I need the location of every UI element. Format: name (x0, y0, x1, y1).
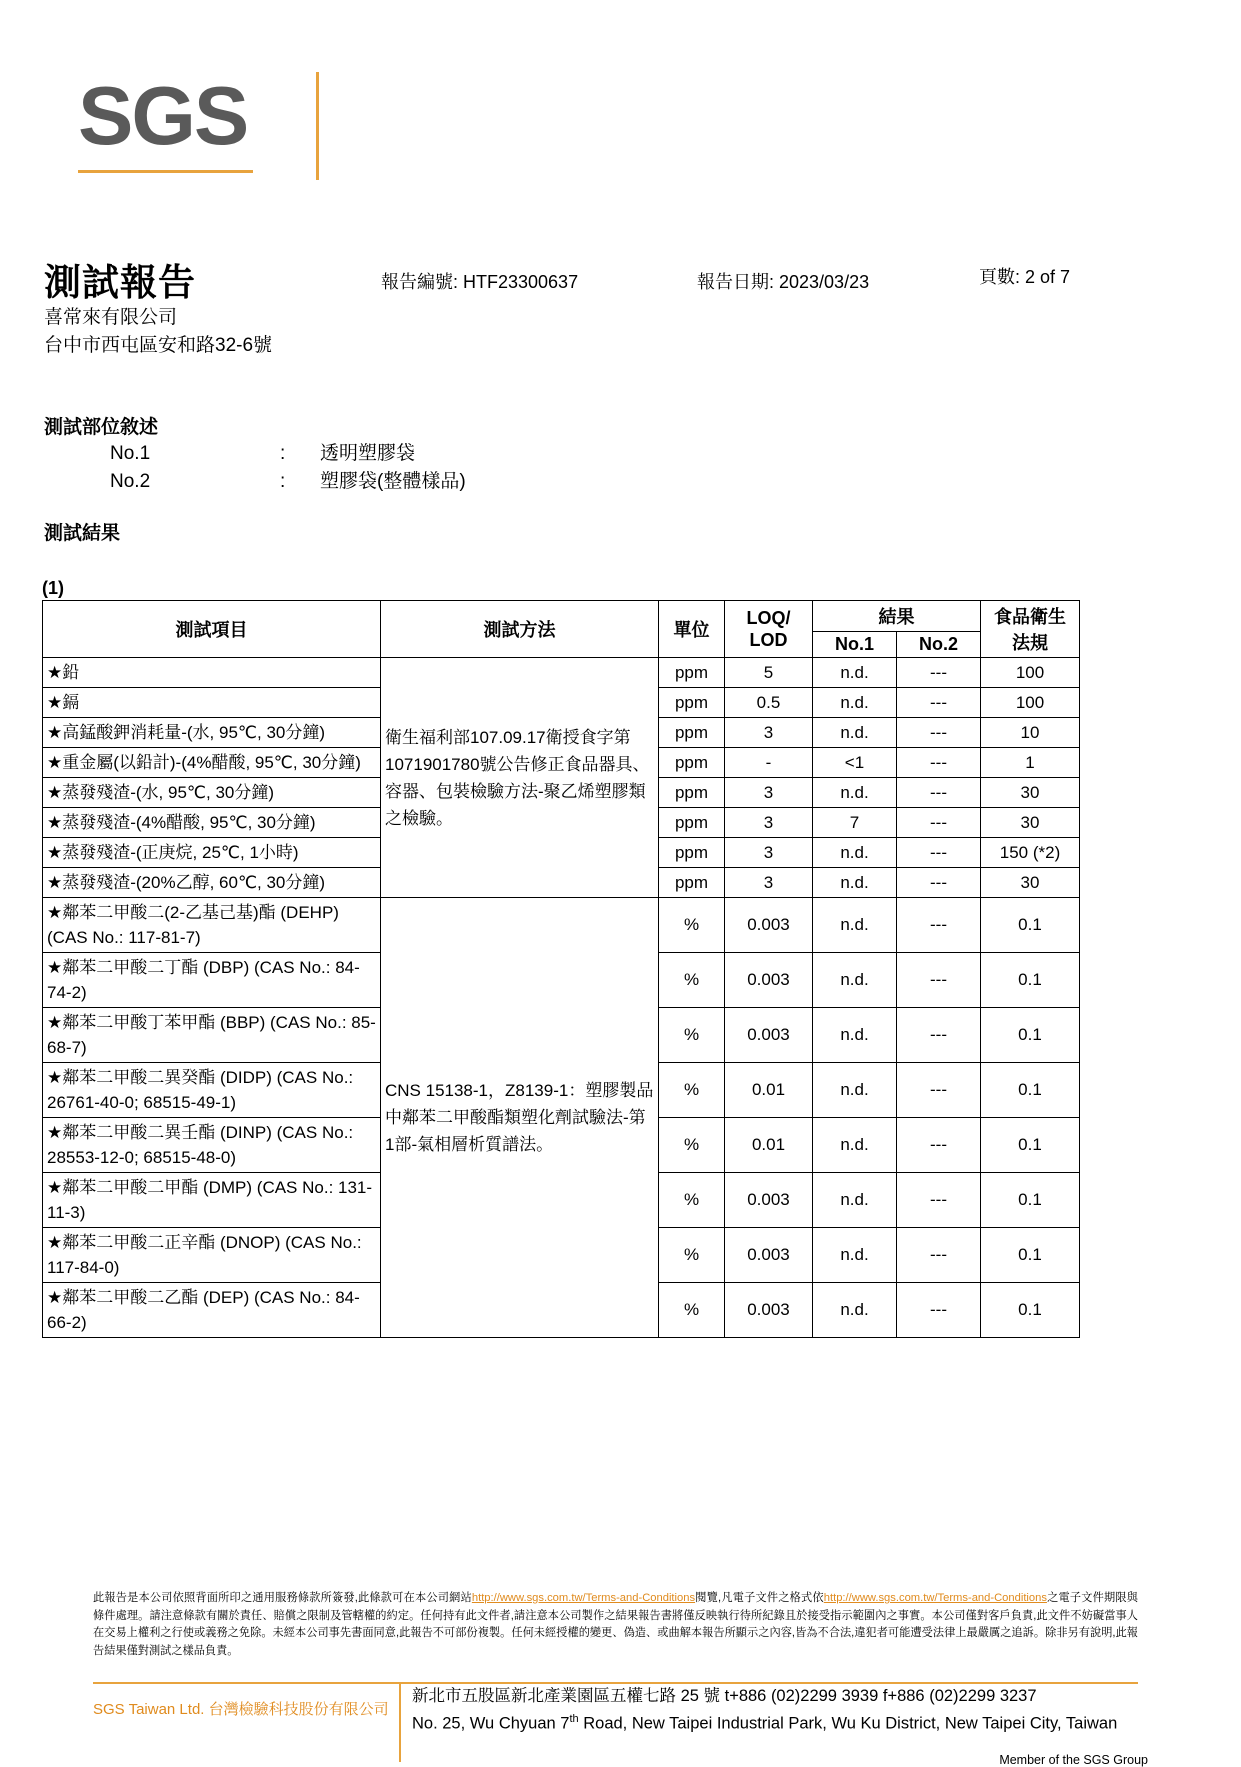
cell-test-item: ★蒸發殘渣-(4%醋酸, 95℃, 30分鐘) (43, 808, 381, 838)
list-item (110, 468, 810, 496)
cell-loq: 3 (725, 868, 813, 898)
cell-unit: ppm (659, 868, 725, 898)
cell-law: 0.1 (981, 1228, 1080, 1283)
cell-law: 30 (981, 868, 1080, 898)
cell-no2: --- (897, 808, 981, 838)
cell-no1: n.d. (813, 718, 897, 748)
cell-no2: --- (897, 868, 981, 898)
cell-test-item: ★蒸發殘渣-(正庚烷, 25℃, 1小時) (43, 838, 381, 868)
table-row (43, 658, 1080, 688)
cell-no1: n.d. (813, 898, 897, 953)
cell-unit: % (659, 1008, 725, 1063)
part-value: 塑膠袋(整體樣品) (320, 471, 466, 492)
table-row (43, 898, 1080, 953)
cell-test-item: ★鄰苯二甲酸二甲酯 (DMP) (CAS No.: 131-11-3) (43, 1173, 381, 1228)
col-header-loq-line2: LOD (749, 630, 788, 650)
col-header-test-method: 測試方法 (381, 601, 659, 658)
cell-test-item: ★鄰苯二甲酸二(2-乙基己基)酯 (DEHP) (CAS No.: 117-81-7) (43, 898, 381, 953)
cell-law: 100 (981, 688, 1080, 718)
results-table-wrapper (42, 600, 1079, 1338)
cell-test-item: ★鄰苯二甲酸二丁酯 (DBP) (CAS No.: 84-74-2) (43, 953, 381, 1008)
cell-no1: n.d. (813, 1228, 897, 1283)
cell-unit: ppm (659, 718, 725, 748)
part-value: 透明塑膠袋 (320, 443, 416, 464)
cell-no1: n.d. (813, 838, 897, 868)
client-company-address: 台中市西屯區安和路32-6號 (44, 335, 273, 356)
cell-unit: % (659, 1063, 725, 1118)
cell-loq: 5 (725, 658, 813, 688)
legal-text-part1: 此報告是本公司依照背面所印之通用服務條款所簽發,此條款可在本公司網站 (93, 1592, 472, 1604)
address-en-ordinal: th (569, 1713, 579, 1725)
cell-no2: --- (897, 1283, 981, 1338)
cell-no2: --- (897, 838, 981, 868)
cell-no2: --- (897, 778, 981, 808)
cell-loq: - (725, 748, 813, 778)
cell-loq: 0.003 (725, 1173, 813, 1228)
sgs-group-member-note: Member of the SGS Group (999, 1753, 1148, 1767)
logo-horizontal-bar-icon (78, 170, 253, 173)
col-header-result: 結果 (813, 601, 981, 632)
cell-no2: --- (897, 688, 981, 718)
cell-law: 0.1 (981, 898, 1080, 953)
cell-unit: % (659, 953, 725, 1008)
section-title-test-parts: 測試部位敘述 (44, 417, 159, 438)
cell-test-item: ★鄰苯二甲酸二正辛酯 (DNOP) (CAS No.: 117-84-0) (43, 1228, 381, 1283)
cell-no1: n.d. (813, 778, 897, 808)
col-header-no1: No.1 (813, 632, 897, 658)
sgs-logo-text: SGS (78, 69, 248, 162)
cell-unit: ppm (659, 838, 725, 868)
address-en-pre: No. 25, Wu Chyuan 7 (412, 1714, 570, 1733)
cell-law: 30 (981, 778, 1080, 808)
cell-no1: n.d. (813, 688, 897, 718)
list-item (110, 440, 810, 468)
col-header-law-line1: 食品衛生 (994, 607, 1066, 627)
address-en-post: Road, New Taipei Industrial Park, Wu Ku District, New Taipei City, Taiwan (578, 1714, 1118, 1733)
cell-test-item: ★重金屬(以鉛計)-(4%醋酸, 95℃, 30分鐘) (43, 748, 381, 778)
test-parts-list (110, 440, 810, 496)
results-table-body (43, 658, 1080, 1338)
cell-loq: 0.003 (725, 1283, 813, 1338)
report-number: 報告編號: HTF23300637 (381, 272, 579, 292)
cell-test-item: ★鎘 (43, 688, 381, 718)
cell-no2: --- (897, 898, 981, 953)
cell-no1: n.d. (813, 1063, 897, 1118)
sgs-entity-name: SGS Taiwan Ltd. 台灣檢驗科技股份有限公司 (93, 1701, 389, 1718)
cell-no2: --- (897, 748, 981, 778)
part-label: No.1 (110, 443, 151, 464)
cell-test-item: ★高錳酸鉀消耗量-(水, 95℃, 30分鐘) (43, 718, 381, 748)
result-group-label: (1) (42, 578, 64, 598)
terms-and-conditions-link-1[interactable]: http://www.sgs.com.tw/Terms-and-Conditions (471, 1592, 696, 1604)
cell-no2: --- (897, 1118, 981, 1173)
cell-no2: --- (897, 1173, 981, 1228)
cell-loq: 3 (725, 778, 813, 808)
cell-unit: % (659, 898, 725, 953)
cell-no1: n.d. (813, 868, 897, 898)
cell-law: 150 (*2) (981, 838, 1080, 868)
cell-loq: 0.003 (725, 898, 813, 953)
cell-unit: ppm (659, 658, 725, 688)
sgs-logo (78, 69, 338, 182)
footer-vertical-divider (399, 1684, 401, 1762)
col-header-test-item: 測試項目 (43, 601, 381, 658)
cell-unit: ppm (659, 778, 725, 808)
report-date: 報告日期: 2023/03/23 (697, 272, 870, 292)
terms-and-conditions-link-2[interactable]: http://www.sgs.com.tw/Terms-and-Conditions (823, 1592, 1047, 1604)
cell-test-item: ★鄰苯二甲酸二異壬酯 (DINP) (CAS No.: 28553-12-0; 68515-48-0) (43, 1118, 381, 1173)
cell-unit: % (659, 1173, 725, 1228)
cell-loq: 3 (725, 808, 813, 838)
office-address-english (412, 1713, 1117, 1734)
legal-text-part2: 閱覽,凡電子文件之格式依 (695, 1592, 824, 1604)
client-company-name: 喜常來有限公司 (44, 307, 178, 328)
cell-loq: 0.003 (725, 1228, 813, 1283)
col-header-no2: No.2 (897, 632, 981, 658)
col-header-law-line2: 法規 (1012, 633, 1048, 653)
cell-no1: n.d. (813, 658, 897, 688)
cell-test-method: CNS 15138-1，Z8139-1：塑膠製品中鄰苯二甲酸酯類塑化劑試驗法-第1部-氣相層析質譜法。 (381, 898, 659, 1338)
logo-vertical-bar-icon (316, 72, 319, 180)
page-number: 頁數: 2 of 7 (979, 267, 1071, 287)
cell-test-item: ★鉛 (43, 658, 381, 688)
cell-no1: n.d. (813, 1118, 897, 1173)
cell-test-item: ★蒸發殘渣-(20%乙醇, 60℃, 30分鐘) (43, 868, 381, 898)
table-header-row (43, 601, 1080, 632)
cell-law: 30 (981, 808, 1080, 838)
cell-no1: 7 (813, 808, 897, 838)
cell-law: 10 (981, 718, 1080, 748)
cell-law: 0.1 (981, 1118, 1080, 1173)
cell-unit: ppm (659, 748, 725, 778)
cell-unit: % (659, 1118, 725, 1173)
cell-no2: --- (897, 718, 981, 748)
cell-no2: --- (897, 1008, 981, 1063)
cell-unit: ppm (659, 808, 725, 838)
cell-law: 0.1 (981, 1173, 1080, 1228)
cell-test-item: ★鄰苯二甲酸丁苯甲酯 (BBP) (CAS No.: 85-68-7) (43, 1008, 381, 1063)
cell-no2: --- (897, 953, 981, 1008)
cell-loq: 3 (725, 718, 813, 748)
cell-no2: --- (897, 658, 981, 688)
cell-law: 1 (981, 748, 1080, 778)
cell-loq: 0.01 (725, 1063, 813, 1118)
cell-loq: 0.003 (725, 953, 813, 1008)
section-title-test-results: 測試結果 (44, 523, 121, 544)
cell-loq: 0.5 (725, 688, 813, 718)
cell-no2: --- (897, 1228, 981, 1283)
cell-loq: 0.003 (725, 1008, 813, 1063)
cell-unit: % (659, 1283, 725, 1338)
col-header-loq-lod (725, 601, 813, 658)
part-colon: : (280, 443, 286, 464)
cell-law: 0.1 (981, 1008, 1080, 1063)
col-header-food-regulation (981, 601, 1080, 658)
cell-no1: n.d. (813, 1283, 897, 1338)
col-header-unit: 單位 (659, 601, 725, 658)
cell-law: 100 (981, 658, 1080, 688)
cell-loq: 0.01 (725, 1118, 813, 1173)
cell-no1: n.d. (813, 953, 897, 1008)
cell-law: 0.1 (981, 953, 1080, 1008)
cell-test-item: ★鄰苯二甲酸二乙酯 (DEP) (CAS No.: 84-66-2) (43, 1283, 381, 1338)
cell-no1: <1 (813, 748, 897, 778)
col-header-loq-line1: LOQ/ (746, 608, 791, 628)
cell-test-method: 衛生福利部107.09.17衛授食字第1071901780號公告修正食品器具、容器、包裝檢驗方法-聚乙烯塑膠類之檢驗。 (381, 658, 659, 898)
results-table (42, 600, 1080, 1338)
cell-test-item: ★蒸發殘渣-(水, 95℃, 30分鐘) (43, 778, 381, 808)
cell-law: 0.1 (981, 1283, 1080, 1338)
cell-unit: ppm (659, 688, 725, 718)
part-label: No.2 (110, 471, 151, 492)
cell-law: 0.1 (981, 1063, 1080, 1118)
page-title: 測試報告 (44, 262, 196, 303)
cell-no1: n.d. (813, 1173, 897, 1228)
legal-text-part3: 之電子文件期限與條件處理。請注意條款有關於責任、賠償之限制及管轄權的約定。任何持有此文件者,請注意本公司製作之結果報告書將僅反映執行待所紀錄且於接受指示範圍內之事實。本公司僅對客戶負責,此文件不妨礙當事人在交易上權利之行使或義務之免除。未經本公司事先書面同意,此報告不可部份複製。任何未經授權的變更、偽造、或曲解本報告所顯示之內容,皆為不合法,違犯者可能遭受法律上最嚴厲之追訴。除非另有說明,此報告結果僅對測試之樣品負責。 (93, 1592, 1138, 1657)
cell-unit: % (659, 1228, 725, 1283)
office-address-chinese: 新北市五股區新北產業園區五權七路 25 號 t+886 (02)2299 3939 f+886 (02)2299 3237 (412, 1687, 1037, 1705)
cell-no1: n.d. (813, 1008, 897, 1063)
part-colon: : (280, 471, 286, 492)
cell-no2: --- (897, 1063, 981, 1118)
cell-loq: 3 (725, 838, 813, 868)
cell-test-item: ★鄰苯二甲酸二異癸酯 (DIDP) (CAS No.: 26761-40-0; 68515-49-1) (43, 1063, 381, 1118)
legal-disclaimer (93, 1590, 1138, 1660)
